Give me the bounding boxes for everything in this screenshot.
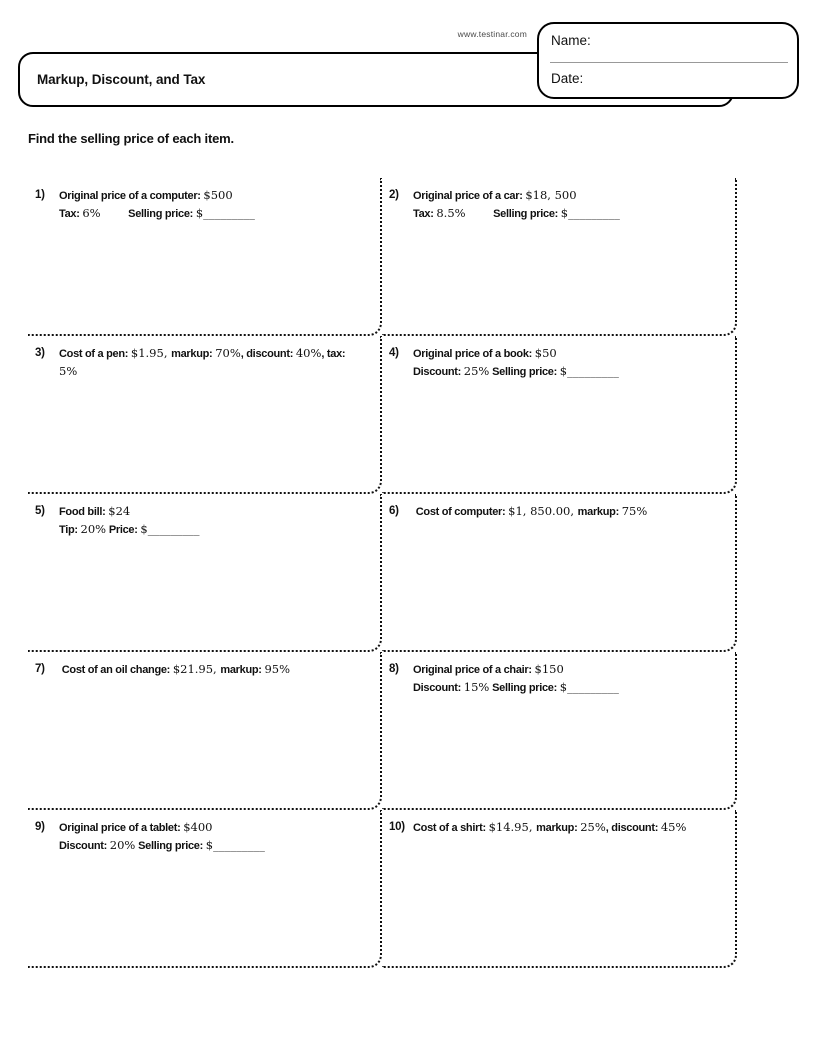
problem-number: 7)	[35, 663, 45, 675]
problem-number: 5)	[35, 505, 45, 517]
name-date-box	[537, 22, 799, 99]
problem-line: Original price of a book: $50	[413, 346, 557, 360]
problems-grid	[28, 178, 737, 968]
problem-line: Original price of a tablet: $400	[59, 820, 213, 834]
problem-line: Discount: 25% Selling price: $_________	[413, 364, 619, 378]
problem-line: Cost of an oil change: $21.95, markup: 95%	[59, 662, 290, 676]
problem-number: 6)	[389, 505, 399, 517]
problem-number: 8)	[389, 663, 399, 675]
problem-cell-7	[28, 652, 382, 810]
problem-line: Discount: 20% Selling price: $_________	[59, 838, 265, 852]
problem-cell-9	[28, 810, 382, 968]
problem-line: Tip: 20% Price: $_________	[59, 522, 200, 536]
problem-line: Cost of a shirt: $14.95, markup: 25%, discount: 45%	[413, 820, 687, 834]
problem-cell-5	[28, 494, 382, 652]
problem-number: 1)	[35, 189, 45, 201]
website-url: www.testinar.com	[457, 29, 527, 39]
problem-line: Cost of a pen: $1.95, markup: 70%, discount: 40%, tax:	[59, 346, 346, 360]
problem-cell-3	[28, 336, 382, 494]
problem-number: 9)	[35, 821, 45, 833]
problem-cell-4	[382, 336, 737, 494]
problem-number: 2)	[389, 189, 399, 201]
problem-line: Original price of a chair: $150	[413, 662, 564, 676]
problem-cell-8	[382, 652, 737, 810]
problem-line: Tax: 6% Selling price: $_________	[59, 206, 255, 220]
problem-line: Tax: 8.5% Selling price: $_________	[413, 206, 620, 220]
name-label: Name:	[551, 33, 591, 48]
problem-line: Original price of a computer: $500	[59, 188, 233, 202]
problem-text	[59, 819, 374, 855]
problem-line: Original price of a car: $18, 500	[413, 188, 577, 202]
problem-text	[59, 187, 374, 223]
instruction-text: Find the selling price of each item.	[28, 131, 234, 146]
problem-cell-10	[382, 810, 737, 968]
problem-line: Food bill: $24	[59, 504, 131, 518]
problem-number: 10)	[389, 821, 405, 833]
problem-text	[59, 345, 374, 381]
problem-text	[59, 503, 374, 539]
problem-line: Discount: 15% Selling price: $_________	[413, 680, 619, 694]
date-label: Date:	[551, 71, 584, 86]
problem-text	[413, 345, 729, 381]
problem-number: 3)	[35, 347, 45, 359]
problem-line: Cost of computer: $1, 850.00, markup: 75%	[413, 504, 648, 518]
problem-cell-6	[382, 494, 737, 652]
problem-number: 4)	[389, 347, 399, 359]
problem-line: 5%	[59, 364, 78, 378]
name-underline	[550, 62, 788, 63]
problem-text	[413, 187, 729, 223]
problem-text	[413, 503, 729, 521]
page-title: Markup, Discount, and Tax	[37, 72, 206, 87]
problem-text	[413, 661, 729, 697]
problem-cell-2	[382, 178, 737, 336]
problem-text	[413, 819, 729, 837]
problem-text	[59, 661, 374, 679]
problem-cell-1	[28, 178, 382, 336]
